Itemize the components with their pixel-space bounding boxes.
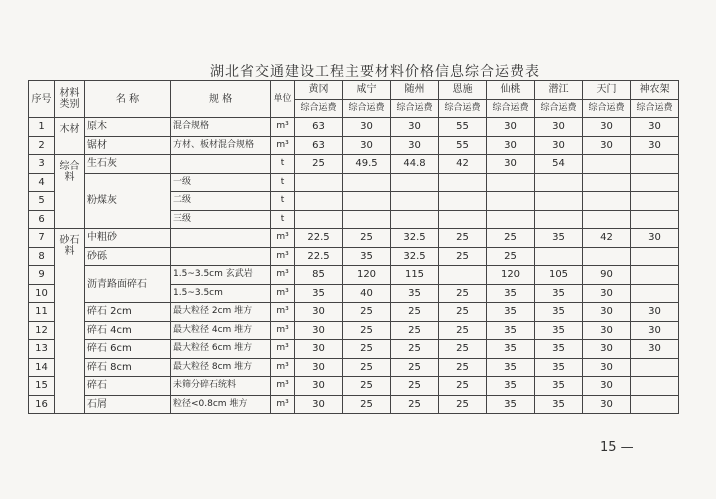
value-cell: 35: [535, 340, 583, 359]
unit-cell: m³: [271, 395, 295, 414]
value-cell: 25: [343, 377, 391, 396]
value-cell: 25: [487, 229, 535, 248]
spec-cell: 1.5~3.5cm: [171, 284, 271, 303]
value-cell: 30: [583, 118, 631, 137]
unit-cell: m³: [271, 229, 295, 248]
table-row: [29, 266, 679, 285]
seq-cell: 5: [29, 192, 55, 211]
category-cell: 综合料: [55, 155, 85, 229]
name-cell: 锯材: [85, 136, 171, 155]
seq-cell: 12: [29, 321, 55, 340]
name-cell: 砂砾: [85, 247, 171, 266]
value-cell: [439, 210, 487, 229]
spec-cell: [171, 155, 271, 174]
name-cell: 碎石 8cm: [85, 358, 171, 377]
unit-cell: m³: [271, 340, 295, 359]
name-cell: 中粗砂: [85, 229, 171, 248]
value-cell: 30: [583, 340, 631, 359]
value-cell: 30: [487, 136, 535, 155]
value-cell: 25: [343, 358, 391, 377]
value-cell: [631, 192, 679, 211]
value-cell: 55: [439, 136, 487, 155]
spec-cell: 最大粒径 4cm 堆方: [171, 321, 271, 340]
value-cell: 42: [439, 155, 487, 174]
value-cell: 30: [295, 340, 343, 359]
value-cell: 22.5: [295, 247, 343, 266]
value-cell: 30: [391, 136, 439, 155]
value-cell: 35: [535, 358, 583, 377]
header-region: 神农架: [631, 81, 679, 100]
seq-cell: 7: [29, 229, 55, 248]
value-cell: 35: [343, 247, 391, 266]
value-cell: 35: [487, 303, 535, 322]
value-cell: 30: [343, 118, 391, 137]
table-row: [29, 395, 679, 414]
spec-cell: 三级: [171, 210, 271, 229]
value-cell: [631, 284, 679, 303]
value-cell: [487, 173, 535, 192]
value-cell: 25: [439, 284, 487, 303]
value-cell: 25: [439, 377, 487, 396]
value-cell: 30: [583, 284, 631, 303]
header-sub: 综合运费: [583, 99, 631, 118]
value-cell: [535, 192, 583, 211]
seq-cell: 15: [29, 377, 55, 396]
seq-cell: 14: [29, 358, 55, 377]
unit-cell: m³: [271, 303, 295, 322]
header-region: 天门: [583, 81, 631, 100]
value-cell: 55: [439, 118, 487, 137]
value-cell: [583, 192, 631, 211]
value-cell: 25: [391, 321, 439, 340]
value-cell: 35: [535, 377, 583, 396]
name-cell: 碎石 4cm: [85, 321, 171, 340]
spec-cell: 方材、板材混合规格: [171, 136, 271, 155]
value-cell: 30: [631, 136, 679, 155]
seq-cell: 8: [29, 247, 55, 266]
value-cell: 25: [439, 303, 487, 322]
value-cell: 25: [439, 395, 487, 414]
spec-cell: 最大粒径 8cm 堆方: [171, 358, 271, 377]
value-cell: [439, 173, 487, 192]
seq-cell: 10: [29, 284, 55, 303]
header-row-1: [29, 81, 679, 100]
value-cell: 35: [295, 284, 343, 303]
value-cell: 25: [343, 340, 391, 359]
value-cell: [295, 210, 343, 229]
unit-cell: m³: [271, 358, 295, 377]
seq-cell: 2: [29, 136, 55, 155]
header-sub: 综合运费: [631, 99, 679, 118]
page-number: 15 —: [600, 440, 634, 455]
seq-cell: 11: [29, 303, 55, 322]
value-cell: 120: [343, 266, 391, 285]
value-cell: 35: [391, 284, 439, 303]
value-cell: [631, 377, 679, 396]
value-cell: 35: [487, 395, 535, 414]
value-cell: [583, 173, 631, 192]
value-cell: 30: [295, 303, 343, 322]
value-cell: [631, 155, 679, 174]
name-cell: 碎石 2cm: [85, 303, 171, 322]
header-spec: 规 格: [171, 81, 271, 118]
value-cell: 25: [439, 247, 487, 266]
value-cell: 25: [439, 358, 487, 377]
value-cell: [583, 155, 631, 174]
value-cell: 35: [535, 395, 583, 414]
value-cell: 63: [295, 136, 343, 155]
value-cell: [631, 173, 679, 192]
header-region: 随州: [391, 81, 439, 100]
value-cell: 35: [535, 303, 583, 322]
value-cell: 25: [343, 321, 391, 340]
value-cell: 32.5: [391, 247, 439, 266]
value-cell: 25: [391, 395, 439, 414]
seq-cell: 9: [29, 266, 55, 285]
value-cell: 30: [583, 395, 631, 414]
value-cell: 30: [487, 155, 535, 174]
spec-cell: 二级: [171, 192, 271, 211]
value-cell: 30: [343, 136, 391, 155]
value-cell: 42: [583, 229, 631, 248]
value-cell: [391, 210, 439, 229]
category-cell: 砂石料: [55, 229, 85, 414]
value-cell: 35: [535, 321, 583, 340]
value-cell: [295, 192, 343, 211]
value-cell: 30: [583, 303, 631, 322]
header-unit: 单位: [271, 81, 295, 118]
value-cell: 25: [391, 340, 439, 359]
value-cell: [343, 173, 391, 192]
value-cell: 30: [391, 118, 439, 137]
value-cell: 30: [295, 377, 343, 396]
value-cell: 30: [631, 118, 679, 137]
table-row: [29, 247, 679, 266]
table-row: [29, 303, 679, 322]
unit-cell: t: [271, 210, 295, 229]
name-cell: 原木: [85, 118, 171, 137]
unit-cell: m³: [271, 247, 295, 266]
value-cell: [631, 395, 679, 414]
value-cell: 35: [487, 377, 535, 396]
value-cell: [535, 247, 583, 266]
unit-cell: m³: [271, 377, 295, 396]
value-cell: 25: [391, 358, 439, 377]
value-cell: 30: [583, 377, 631, 396]
table-row: [29, 340, 679, 359]
value-cell: 85: [295, 266, 343, 285]
table-row: [29, 358, 679, 377]
freight-table: [28, 80, 679, 414]
value-cell: [535, 210, 583, 229]
value-cell: 30: [535, 136, 583, 155]
header-sub: 综合运费: [487, 99, 535, 118]
value-cell: 25: [439, 229, 487, 248]
value-cell: [391, 173, 439, 192]
header-category: 材料类别: [55, 81, 85, 118]
spec-cell: 1.5~3.5cm 玄武岩: [171, 266, 271, 285]
value-cell: [631, 266, 679, 285]
value-cell: [439, 266, 487, 285]
value-cell: 30: [535, 118, 583, 137]
seq-cell: 3: [29, 155, 55, 174]
header-region: 仙桃: [487, 81, 535, 100]
value-cell: 25: [343, 395, 391, 414]
table-row: [29, 173, 679, 192]
value-cell: 30: [631, 229, 679, 248]
value-cell: [439, 192, 487, 211]
unit-cell: m³: [271, 266, 295, 285]
spec-cell: 一级: [171, 173, 271, 192]
value-cell: 30: [487, 118, 535, 137]
header-sub: 综合运费: [439, 99, 487, 118]
value-cell: [583, 247, 631, 266]
spec-cell: [171, 247, 271, 266]
unit-cell: t: [271, 173, 295, 192]
header-region: 黄冈: [295, 81, 343, 100]
value-cell: 25: [487, 247, 535, 266]
value-cell: 25: [391, 377, 439, 396]
seq-cell: 16: [29, 395, 55, 414]
value-cell: 25: [343, 303, 391, 322]
header-sub: 综合运费: [391, 99, 439, 118]
value-cell: 30: [295, 395, 343, 414]
header-name: 名 称: [85, 81, 171, 118]
name-cell: 沥青路面碎石: [85, 266, 171, 303]
seq-cell: 13: [29, 340, 55, 359]
unit-cell: m³: [271, 136, 295, 155]
table-row: [29, 229, 679, 248]
value-cell: [343, 192, 391, 211]
unit-cell: t: [271, 192, 295, 211]
name-cell: 石屑: [85, 395, 171, 414]
value-cell: 35: [487, 284, 535, 303]
header-region: 潜江: [535, 81, 583, 100]
value-cell: 32.5: [391, 229, 439, 248]
unit-cell: m³: [271, 284, 295, 303]
seq-cell: 1: [29, 118, 55, 137]
value-cell: [583, 210, 631, 229]
value-cell: 40: [343, 284, 391, 303]
value-cell: 35: [535, 284, 583, 303]
value-cell: 30: [583, 136, 631, 155]
header-sub: 综合运费: [295, 99, 343, 118]
table-row: [29, 377, 679, 396]
value-cell: 120: [487, 266, 535, 285]
header-region: 咸宁: [343, 81, 391, 100]
value-cell: [487, 192, 535, 211]
page-title: 湖北省交通建设工程主要材料价格信息综合运费表: [210, 64, 540, 80]
table-row: [29, 155, 679, 174]
table-row: [29, 136, 679, 155]
value-cell: [391, 192, 439, 211]
value-cell: 44.8: [391, 155, 439, 174]
value-cell: 30: [631, 321, 679, 340]
value-cell: 25: [439, 340, 487, 359]
value-cell: 105: [535, 266, 583, 285]
value-cell: 25: [343, 229, 391, 248]
unit-cell: t: [271, 155, 295, 174]
spec-cell: 未筛分碎石统料: [171, 377, 271, 396]
value-cell: 63: [295, 118, 343, 137]
value-cell: 90: [583, 266, 631, 285]
name-cell: 粉煤灰: [85, 173, 171, 229]
value-cell: [631, 247, 679, 266]
value-cell: 25: [295, 155, 343, 174]
value-cell: 30: [631, 340, 679, 359]
unit-cell: m³: [271, 118, 295, 137]
value-cell: 30: [583, 321, 631, 340]
value-cell: [631, 358, 679, 377]
value-cell: 30: [631, 303, 679, 322]
category-cell: 木材: [55, 118, 85, 155]
spec-cell: 粒径<0.8cm 堆方: [171, 395, 271, 414]
value-cell: 115: [391, 266, 439, 285]
value-cell: 30: [295, 321, 343, 340]
value-cell: [295, 173, 343, 192]
header-sub: 综合运费: [535, 99, 583, 118]
seq-cell: 4: [29, 173, 55, 192]
value-cell: 30: [583, 358, 631, 377]
header-region: 恩施: [439, 81, 487, 100]
value-cell: 35: [487, 340, 535, 359]
spec-cell: 混合规格: [171, 118, 271, 137]
spec-cell: 最大粒径 6cm 堆方: [171, 340, 271, 359]
unit-cell: m³: [271, 321, 295, 340]
value-cell: [487, 210, 535, 229]
value-cell: 25: [391, 303, 439, 322]
value-cell: 25: [439, 321, 487, 340]
value-cell: [631, 210, 679, 229]
spec-cell: 最大粒径 2cm 堆方: [171, 303, 271, 322]
table-row: [29, 321, 679, 340]
value-cell: 49.5: [343, 155, 391, 174]
value-cell: 22.5: [295, 229, 343, 248]
name-cell: 碎石: [85, 377, 171, 396]
table-row: [29, 118, 679, 137]
spec-cell: [171, 229, 271, 248]
value-cell: [343, 210, 391, 229]
seq-cell: 6: [29, 210, 55, 229]
value-cell: 35: [487, 321, 535, 340]
header-seq: 序号: [29, 81, 55, 118]
value-cell: 35: [487, 358, 535, 377]
value-cell: [535, 173, 583, 192]
value-cell: 54: [535, 155, 583, 174]
value-cell: 35: [535, 229, 583, 248]
value-cell: 30: [295, 358, 343, 377]
name-cell: 生石灰: [85, 155, 171, 174]
name-cell: 碎石 6cm: [85, 340, 171, 359]
header-sub: 综合运费: [343, 99, 391, 118]
